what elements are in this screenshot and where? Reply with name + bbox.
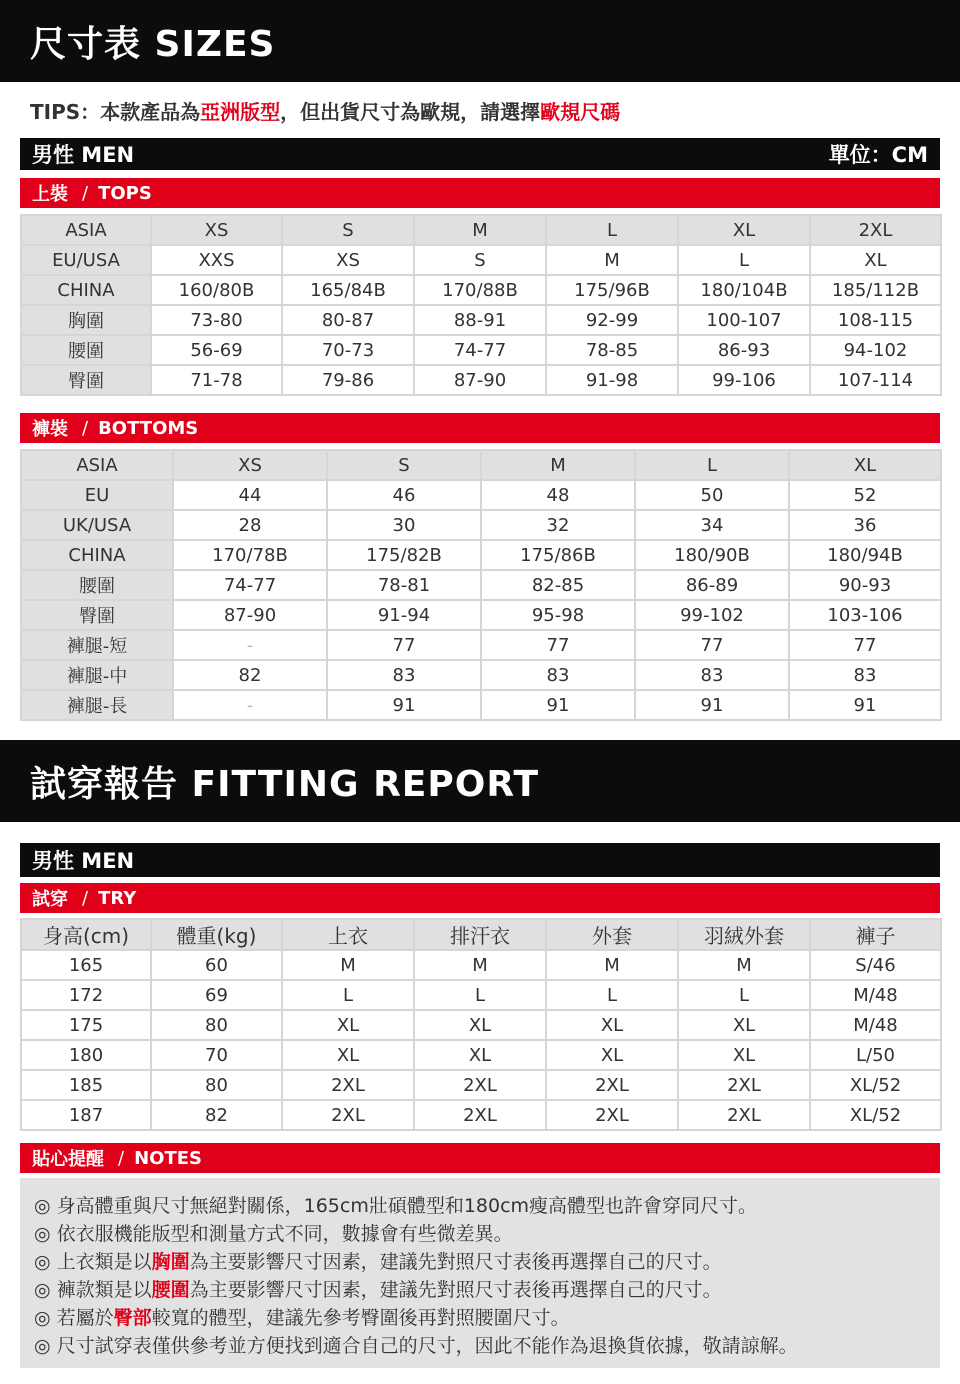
row-label-cell: 腰圍 (21, 335, 151, 365)
table-row (21, 980, 941, 1010)
row-label-cell: CHINA (21, 275, 151, 305)
table-cell: L (635, 450, 789, 480)
row-label-cell: 胸圍 (21, 305, 151, 335)
table-row (21, 480, 941, 510)
table-row (21, 305, 941, 335)
table-row (21, 660, 941, 690)
table-cell: 175/96B (546, 275, 678, 305)
table-cell: 52 (789, 480, 941, 510)
table-cell: 172 (21, 980, 151, 1010)
table-cell: 2XL (282, 1100, 414, 1130)
table-row (21, 690, 941, 720)
divider-slash: / (82, 417, 89, 439)
table-cell: S (327, 450, 481, 480)
notes-box (20, 1178, 940, 1368)
table-cell: 34 (635, 510, 789, 540)
table-cell: 91 (635, 690, 789, 720)
table-cell: 170/88B (414, 275, 546, 305)
table-cell: L (546, 980, 678, 1010)
row-label-cell: 褲腿-長 (21, 690, 173, 720)
table-row (21, 215, 941, 245)
table-cell: 82-85 (481, 570, 635, 600)
note-highlight: 胸圍 (151, 1251, 190, 1273)
table-row (21, 510, 941, 540)
table-cell: 2XL (282, 1070, 414, 1100)
tips-highlight-asian-fit: 亞洲版型 (200, 100, 281, 124)
table-cell: M (414, 950, 546, 980)
table-cell: 91-94 (327, 600, 481, 630)
table-cell: XL (789, 450, 941, 480)
note-item (34, 1192, 940, 1220)
men-section-bar-2 (20, 843, 940, 877)
try-label-cn: 試穿 (32, 889, 68, 910)
note-text: 為主要影響尺寸因素，建議先對照尺寸表後再選擇自己的尺寸。 (189, 1251, 722, 1273)
table-cell: 91-98 (546, 365, 678, 395)
table-cell: 78-81 (327, 570, 481, 600)
table-row (21, 335, 941, 365)
table-cell: 91 (327, 690, 481, 720)
column-header: 上衣 (282, 919, 414, 950)
table-cell: 108-115 (810, 305, 941, 335)
table-cell: XL/52 (810, 1070, 941, 1100)
table-cell: 77 (635, 630, 789, 660)
table-cell: 2XL (678, 1070, 810, 1100)
table-cell: 91 (789, 690, 941, 720)
column-header: 身高(cm) (21, 919, 151, 950)
table-cell: - (173, 690, 327, 720)
row-label-cell: 臀圍 (21, 600, 173, 630)
try-section-bar (20, 883, 940, 913)
note-text: ◎ 尺寸試穿表僅供參考並方便找到適合自己的尺寸，因此不能作為退換貨依據，敬請諒解。 (34, 1335, 798, 1357)
men-section-bar (20, 138, 940, 170)
notes-section-bar (20, 1143, 940, 1173)
tips-line (30, 96, 620, 125)
row-label-cell: ASIA (21, 450, 173, 480)
table-cell: 2XL (414, 1100, 546, 1130)
table-cell: M/48 (810, 1010, 941, 1040)
row-label-cell: EU/USA (21, 245, 151, 275)
table-cell: L (282, 980, 414, 1010)
table-row (21, 570, 941, 600)
table-cell: 86-93 (678, 335, 810, 365)
table-cell: 99-106 (678, 365, 810, 395)
table-cell: 165/84B (282, 275, 414, 305)
note-item (34, 1248, 940, 1276)
table-cell: 46 (327, 480, 481, 510)
row-label-cell: 腰圍 (21, 570, 173, 600)
tips-highlight-eu-size: 歐規尺碼 (540, 100, 621, 124)
table-cell: 99-102 (635, 600, 789, 630)
note-item (34, 1304, 940, 1332)
table-row (21, 540, 941, 570)
sizes-title-banner (0, 0, 960, 82)
tops-section-bar (20, 178, 940, 208)
table-cell: 175/86B (481, 540, 635, 570)
table-cell: XL (678, 1040, 810, 1070)
table-cell: 94-102 (810, 335, 941, 365)
table-cell: XL (678, 215, 810, 245)
table-cell: L/50 (810, 1040, 941, 1070)
table-cell: 60 (151, 950, 282, 980)
note-highlight: 臀部 (113, 1307, 152, 1329)
table-cell: 80-87 (282, 305, 414, 335)
row-label-cell: 褲腿-短 (21, 630, 173, 660)
row-label-cell: 臀圍 (21, 365, 151, 395)
table-cell: M (481, 450, 635, 480)
column-header: 排汗衣 (414, 919, 546, 950)
bottoms-label-en: BOTTOMS (98, 417, 199, 439)
table-cell: 56-69 (151, 335, 282, 365)
row-label-cell: EU (21, 480, 173, 510)
table-cell: 83 (789, 660, 941, 690)
column-header: 褲子 (810, 919, 941, 950)
tips-middle: ，但出貨尺寸為歐規，請選擇 (280, 100, 541, 124)
table-cell: 79-86 (282, 365, 414, 395)
table-cell: XS (173, 450, 327, 480)
note-highlight: 腰圍 (151, 1279, 190, 1301)
table-cell: 2XL (810, 215, 941, 245)
note-text: ◎ 上衣類是以 (34, 1251, 152, 1273)
table-row (21, 275, 941, 305)
table-cell: XL (810, 245, 941, 275)
table-cell: 77 (481, 630, 635, 660)
table-cell: 69 (151, 980, 282, 1010)
column-header: 外套 (546, 919, 678, 950)
table-cell: 82 (151, 1100, 282, 1130)
table-cell: L (546, 215, 678, 245)
table-cell: S/46 (810, 950, 941, 980)
table-row (21, 245, 941, 275)
table-cell: L (678, 245, 810, 275)
table-cell: 91 (481, 690, 635, 720)
table-cell: 48 (481, 480, 635, 510)
tops-size-table (20, 214, 942, 396)
table-header-row (21, 919, 941, 950)
table-cell: 70-73 (282, 335, 414, 365)
table-row (21, 1070, 941, 1100)
table-cell: XXS (151, 245, 282, 275)
table-cell: 71-78 (151, 365, 282, 395)
fitting-report-table (20, 918, 942, 1131)
table-cell: XS (282, 245, 414, 275)
table-cell: XL (678, 1010, 810, 1040)
table-cell: XL (282, 1040, 414, 1070)
table-row (21, 950, 941, 980)
table-cell: 78-85 (546, 335, 678, 365)
table-cell: 74-77 (414, 335, 546, 365)
table-row (21, 450, 941, 480)
table-cell: 83 (635, 660, 789, 690)
table-cell: 73-80 (151, 305, 282, 335)
table-cell: 103-106 (789, 600, 941, 630)
table-cell: 80 (151, 1010, 282, 1040)
row-label-cell: CHINA (21, 540, 173, 570)
table-cell: M/48 (810, 980, 941, 1010)
table-cell: 165 (21, 950, 151, 980)
table-row (21, 1010, 941, 1040)
table-cell: XL/52 (810, 1100, 941, 1130)
table-cell: 100-107 (678, 305, 810, 335)
table-cell: S (282, 215, 414, 245)
table-cell: 30 (327, 510, 481, 540)
table-cell: 185/112B (810, 275, 941, 305)
bottoms-label-cn: 褲裝 (32, 419, 68, 440)
table-cell: 28 (173, 510, 327, 540)
bottoms-size-table (20, 449, 942, 721)
table-cell: L (678, 980, 810, 1010)
table-cell: 175/82B (327, 540, 481, 570)
table-cell: M (546, 245, 678, 275)
note-text: ◎ 身高體重與尺寸無絕對關係，165cm壯碩體型和180cm瘦高體型也許會穿同尺寸。 (34, 1195, 758, 1217)
table-cell: 77 (327, 630, 481, 660)
table-cell: 80 (151, 1070, 282, 1100)
table-row (21, 1040, 941, 1070)
row-label-cell: ASIA (21, 215, 151, 245)
table-cell: 170/78B (173, 540, 327, 570)
tips-prefix: TIPS：本款產品為 (30, 100, 201, 124)
table-cell: M (414, 215, 546, 245)
men-label-2: 男性 MEN (32, 849, 135, 873)
notes-label-en: NOTES (134, 1147, 202, 1169)
table-cell: 180/90B (635, 540, 789, 570)
divider-slash: / (82, 887, 89, 909)
table-cell: 107-114 (810, 365, 941, 395)
fitting-report-banner (0, 740, 960, 822)
table-cell: M (678, 950, 810, 980)
table-cell: XL (414, 1010, 546, 1040)
note-text: ◎ 依衣服機能版型和測量方式不同，數據會有些微差異。 (34, 1223, 513, 1245)
table-cell: 2XL (678, 1100, 810, 1130)
table-cell: 32 (481, 510, 635, 540)
table-cell: 175 (21, 1010, 151, 1040)
note-text: 為主要影響尺寸因素，建議先對照尺寸表後再選擇自己的尺寸。 (189, 1279, 722, 1301)
table-cell: 88-91 (414, 305, 546, 335)
table-cell: 2XL (414, 1070, 546, 1100)
table-cell: 2XL (546, 1100, 678, 1130)
table-cell: 92-99 (546, 305, 678, 335)
table-cell: 36 (789, 510, 941, 540)
table-cell: 185 (21, 1070, 151, 1100)
men-label: 男性 MEN (32, 143, 135, 167)
table-cell: XL (546, 1040, 678, 1070)
try-label-en: TRY (98, 887, 137, 909)
table-cell: 87-90 (414, 365, 546, 395)
table-cell: 2XL (546, 1070, 678, 1100)
table-cell: 180 (21, 1040, 151, 1070)
table-row (21, 1100, 941, 1130)
divider-slash: / (118, 1147, 125, 1169)
table-cell: 160/80B (151, 275, 282, 305)
note-item (34, 1276, 940, 1304)
table-cell: 180/104B (678, 275, 810, 305)
table-row (21, 630, 941, 660)
table-cell: M (282, 950, 414, 980)
note-item (34, 1220, 940, 1248)
table-cell: M (546, 950, 678, 980)
table-cell: 95-98 (481, 600, 635, 630)
table-cell: XL (414, 1040, 546, 1070)
divider-slash: / (82, 182, 89, 204)
row-label-cell: UK/USA (21, 510, 173, 540)
bottoms-section-bar (20, 413, 940, 443)
table-cell: 70 (151, 1040, 282, 1070)
table-cell: XS (151, 215, 282, 245)
table-cell: XL (546, 1010, 678, 1040)
table-cell: 77 (789, 630, 941, 660)
note-item (34, 1332, 940, 1360)
table-cell: 83 (327, 660, 481, 690)
table-cell: 44 (173, 480, 327, 510)
table-cell: 83 (481, 660, 635, 690)
table-cell: 74-77 (173, 570, 327, 600)
table-cell: 50 (635, 480, 789, 510)
note-text: ◎ 褲款類是以 (34, 1279, 152, 1301)
column-header: 羽絨外套 (678, 919, 810, 950)
table-cell: - (173, 630, 327, 660)
table-cell: S (414, 245, 546, 275)
table-cell: 90-93 (789, 570, 941, 600)
sizes-title: 尺寸表 SIZES (30, 23, 276, 65)
table-row (21, 365, 941, 395)
column-header: 體重(kg) (151, 919, 282, 950)
table-cell: 87-90 (173, 600, 327, 630)
table-cell: 86-89 (635, 570, 789, 600)
fitting-title: 試穿報告 FITTING REPORT (30, 763, 540, 805)
table-cell: L (414, 980, 546, 1010)
note-text: 較寬的體型，建議先參考臀圍後再對照腰圍尺寸。 (151, 1307, 570, 1329)
row-label-cell: 褲腿-中 (21, 660, 173, 690)
table-cell: 180/94B (789, 540, 941, 570)
table-cell: XL (282, 1010, 414, 1040)
table-cell: 82 (173, 660, 327, 690)
table-row (21, 600, 941, 630)
unit-label: 單位：CM (828, 143, 928, 167)
note-text: ◎ 若屬於 (34, 1307, 114, 1329)
tops-label-en: TOPS (98, 182, 152, 204)
table-cell: 187 (21, 1100, 151, 1130)
notes-label-cn: 貼心提醒 (32, 1149, 104, 1170)
tops-label-cn: 上裝 (32, 184, 68, 205)
